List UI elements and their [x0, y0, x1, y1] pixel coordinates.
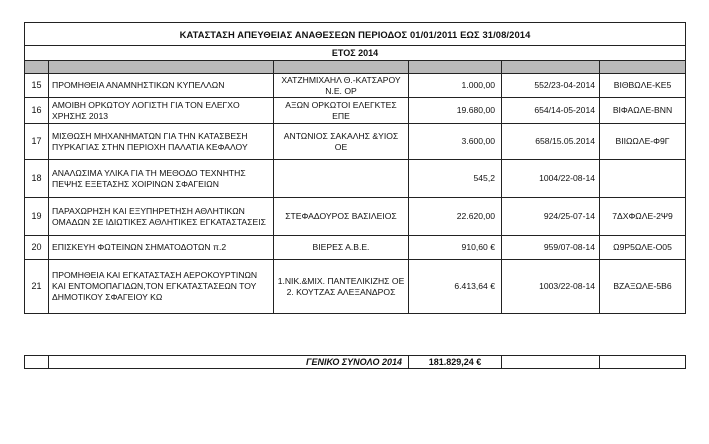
- total-blank-cell: [502, 356, 600, 369]
- header-cell: [502, 61, 600, 74]
- row-amount: 910,60 €: [409, 236, 502, 260]
- row-number: 21: [25, 260, 49, 314]
- row-amount: 545,2: [409, 160, 502, 198]
- row-number: 18: [25, 160, 49, 198]
- header-cell: [600, 61, 686, 74]
- row-contractor: ΑΞΩΝ ΟΡΚΩΤΟΙ ΕΛΕΓΚΤΕΣ ΕΠΕ: [274, 98, 409, 124]
- header-cell: [49, 61, 274, 74]
- row-number: 19: [25, 198, 49, 236]
- row-contractor: 1.ΝΙΚ.&ΜΙΧ. ΠΑΝΤΕΛΙΚΙΖΗΣ ΟΕ 2. ΚΟΥΤΖΑΣ ΑΛΕΞΑΝΔΡΟΣ: [274, 260, 409, 314]
- table-row: [25, 260, 686, 314]
- total-section: [24, 355, 685, 369]
- row-amount: 19.680,00: [409, 98, 502, 124]
- table-row: [25, 160, 686, 198]
- row-description: ΠΑΡΑΧΩΡΗΣΗ ΚΑΙ ΕΞΥΠΗΡΕΤΗΣΗ ΑΘΛΗΤΙΚΩΝ ΟΜΑΔΩΝ ΣΕ ΙΔΙΩΤΙΚΕΣ ΑΘΛΗΤΙΚΕΣ ΕΓΚΑΤΑΣΤΑΣΕΙΣ: [49, 198, 274, 236]
- row-ada: ΒΙΘΒΩΛΕ-ΚΕ5: [600, 74, 686, 98]
- title-row: [25, 23, 686, 46]
- table-row: [25, 198, 686, 236]
- contracts-sheet: [24, 22, 685, 314]
- table-row: [25, 98, 686, 124]
- row-contractor: [274, 160, 409, 198]
- row-amount: 3.600,00: [409, 124, 502, 160]
- row-amount: 22.620,00: [409, 198, 502, 236]
- row-ada: [600, 160, 686, 198]
- table-row: [25, 124, 686, 160]
- row-contractor: ΑΝΤΩΝΙΟΣ ΣΑΚΑΛΗΣ &ΥΙΟΣ ΟΕ: [274, 124, 409, 160]
- table-row: [25, 236, 686, 260]
- total-blank-cell: [600, 356, 686, 369]
- row-decision: 1004/22-08-14: [502, 160, 600, 198]
- row-description: ΑΜΟΙΒΗ ΟΡΚΩΤΟΥ ΛΟΓΙΣΤΗ ΓΙΑ ΤΟΝ ΕΛΕΓΧΟ ΧΡΗΣΗΣ 2013: [49, 98, 274, 124]
- header-cell: [274, 61, 409, 74]
- row-decision: 1003/22-08-14: [502, 260, 600, 314]
- row-description: ΠΡΟΜΗΘΕΙΑ ΚΑΙ ΕΓΚΑΤΑΣΤΑΣΗ ΑΕΡΟΚΟΥΡΤΙΝΩΝ ΚΑΙ ΕΝΤΟΜΟΠΑΓΙΔΩΝ,ΤΟΝ ΕΓΚΑΤΑΣΤΑΣΕΩΝ ΤΟΥ ΔΗΜΟΤΙΚΟΥ ΣΦΑΓΕΙΟΥ ΚΩ: [49, 260, 274, 314]
- contracts-table: [24, 22, 686, 314]
- row-number: 20: [25, 236, 49, 260]
- header-row: [25, 61, 686, 74]
- total-value: 181.829,24 €: [409, 356, 502, 369]
- row-decision: 552/23-04-2014: [502, 74, 600, 98]
- header-cell: [409, 61, 502, 74]
- row-number: 15: [25, 74, 49, 98]
- row-amount: 1.000,00: [409, 74, 502, 98]
- row-description: ΜΙΣΘΩΣΗ ΜΗΧΑΝΗΜΑΤΩΝ ΓΙΑ ΤΗΝ ΚΑΤΑΣΒΕΣΗ ΠΥΡΚΑΓΙΑΣ ΣΤΗΝ ΠΕΡΙΟΧΗ ΠΑΛΑΤΙΑ ΚΕΦΑΛΟΥ: [49, 124, 274, 160]
- row-contractor: ΒΙΕΡΕΣ Α.Β.Ε.: [274, 236, 409, 260]
- table-row: [25, 74, 686, 98]
- row-ada: ΒΖΑΞΩΛΕ-5Β6: [600, 260, 686, 314]
- row-ada: ΒΙΙΩΩΛΕ-Φ9Γ: [600, 124, 686, 160]
- row-ada: Ω9Ρ5ΩΛΕ-Ο05: [600, 236, 686, 260]
- row-contractor: ΧΑΤΖΗΜΙΧΑΗΛ Θ.-ΚΑΤΣΑΡΟΥ Ν.Ε. ΟΡ: [274, 74, 409, 98]
- row-contractor: ΣΤΕΦΑΔΟΥΡΟΣ ΒΑΣΙΛΕΙΟΣ: [274, 198, 409, 236]
- header-cell: [25, 61, 49, 74]
- row-description: ΕΠΙΣΚΕΥΗ ΦΩΤΕΙΝΩΝ ΣΗΜΑΤΟΔΟΤΩΝ π.2: [49, 236, 274, 260]
- total-blank-cell: [25, 356, 49, 369]
- year-label: ΕΤΟΣ 2014: [25, 46, 686, 61]
- total-row: [25, 356, 686, 369]
- row-number: 16: [25, 98, 49, 124]
- year-row: [25, 46, 686, 61]
- row-ada: ΒΙΦΑΩΛΕ-ΒΝΝ: [600, 98, 686, 124]
- page-title: ΚΑΤΑΣΤΑΣΗ ΑΠΕΥΘΕΙΑΣ ΑΝΑΘΕΣΕΩΝ ΠΕΡΙΟΔΟΣ 01/01/2011 ΕΩΣ 31/08/2014: [25, 23, 686, 46]
- row-decision: 654/14-05-2014: [502, 98, 600, 124]
- total-table: [24, 355, 686, 369]
- row-decision: 959/07-08-14: [502, 236, 600, 260]
- row-decision: 658/15.05.2014: [502, 124, 600, 160]
- row-ada: 7ΔΧΦΩΛΕ-2Ψ9: [600, 198, 686, 236]
- row-description: ΠΡΟΜΗΘΕΙΑ ΑΝΑΜΝΗΣΤΙΚΩΝ ΚΥΠΕΛΛΩΝ: [49, 74, 274, 98]
- row-decision: 924/25-07-14: [502, 198, 600, 236]
- row-number: 17: [25, 124, 49, 160]
- total-label: ΓΕΝΙΚΟ ΣΥΝΟΛΟ 2014: [49, 356, 409, 369]
- row-description: ΑΝΑΛΩΣΙΜΑ ΥΛΙΚΑ ΓΙΑ ΤΗ ΜΕΘΟΔΟ ΤΕΧΝΗΤΗΣ ΠΕΨΗΣ ΕΞΕΤΑΣΗΣ ΧΟΙΡΙΝΩΝ ΣΦΑΓΕΙΩΝ: [49, 160, 274, 198]
- row-amount: 6.413,64 €: [409, 260, 502, 314]
